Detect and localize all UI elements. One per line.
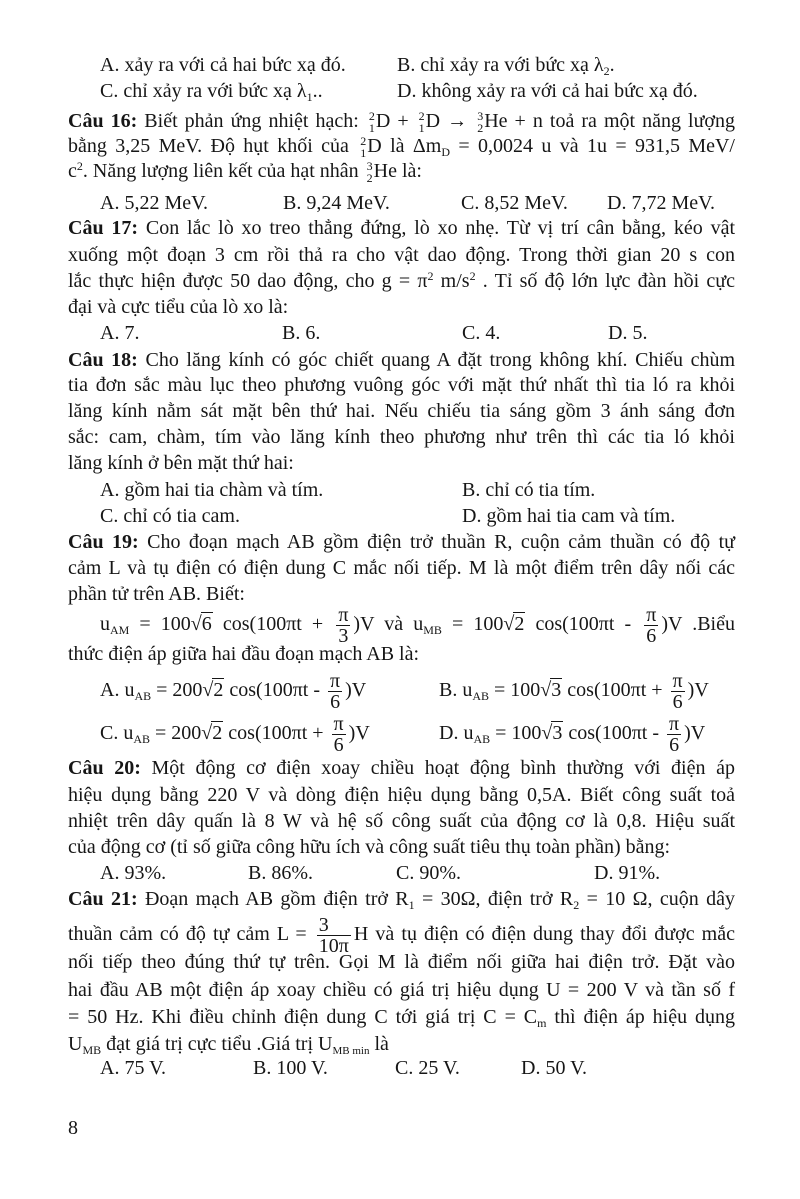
- q17-option-b: B. 6.: [282, 322, 321, 344]
- mass-number: 2: [368, 109, 375, 123]
- q18-option-a: A. gồm hai tia chàm và tím.: [100, 479, 324, 501]
- text: thì điện áp hiệu dụng: [546, 1006, 735, 1028]
- question-label: Câu 16:: [68, 110, 138, 132]
- text: u: [100, 613, 110, 635]
- subscript: AB: [133, 732, 151, 746]
- q21-line-4: hai đầu AB một điện áp xoay chiều có giá trị hiệu dụng U = 200 V và tần số f: [68, 979, 735, 1001]
- subscript: AM: [110, 623, 130, 637]
- subscript: MB: [423, 623, 442, 637]
- fraction: [328, 671, 342, 712]
- question-label: Câu 17:: [68, 217, 139, 239]
- q21-option-c: C. 25 V.: [395, 1057, 460, 1079]
- nuclide-numbers: [476, 109, 484, 135]
- nuclide-symbol: D: [375, 110, 391, 132]
- numerator: π: [330, 669, 341, 692]
- nuclide-symbol: D: [367, 135, 382, 157]
- text: D. u: [439, 722, 474, 744]
- nuclide-numbers: [366, 159, 374, 185]
- denominator: 10π: [318, 934, 349, 957]
- q20-option-c: C. 90%.: [396, 862, 461, 884]
- radicand: 3: [551, 679, 562, 701]
- q16-line-3: [68, 158, 735, 184]
- option-text: C. chỉ xảy ra với bức xạ λ: [100, 80, 307, 102]
- text: = 200√: [151, 679, 214, 701]
- q16-line-2: [68, 133, 735, 159]
- numerator: π: [338, 603, 349, 626]
- q21-line-5: [68, 1004, 735, 1030]
- numerator: π: [672, 669, 683, 692]
- text: Cho đoạn mạch AB gồm điện trở thuần R, cuộn cảm thuần có độ tự: [138, 531, 735, 553]
- denominator: 6: [333, 733, 344, 756]
- q16-option-b: B. 9,24 MeV.: [283, 192, 390, 214]
- q21-line-2: [68, 913, 735, 957]
- q16-option-d: D. 7,72 MeV.: [607, 192, 715, 214]
- text: là: [369, 1033, 389, 1055]
- q19-option-a: [100, 669, 367, 713]
- text: . Năng lượng liên kết của hạt nhân: [82, 160, 364, 182]
- q16-line-1: [68, 108, 735, 134]
- text: = 30Ω, điện trở R: [414, 888, 574, 910]
- subscript: 2: [603, 64, 610, 78]
- text: cos(100πt +: [212, 613, 334, 635]
- nuclide-numbers: [418, 109, 426, 135]
- text: Cho lăng kính có góc chiết quang A đặt trong không khí. Chiếu chùm: [137, 349, 736, 371]
- q21-option-a: A. 75 V.: [100, 1057, 166, 1079]
- q19-option-b: [439, 669, 709, 713]
- q19-option-c: [100, 712, 370, 756]
- text: Đoạn mạch AB gồm điện trở R: [137, 888, 409, 910]
- text: c: [68, 160, 77, 182]
- q18-option-d: D. gồm hai tia cam và tím.: [462, 505, 676, 527]
- nuclide-numbers: [368, 109, 376, 135]
- q21-option-b: B. 100 V.: [253, 1057, 328, 1079]
- text: = 100√: [441, 613, 515, 635]
- text: = 100√: [129, 613, 202, 635]
- q19-line-5: thức điện áp giữa hai đầu đoạn mạch AB là:: [68, 643, 420, 665]
- q15-option-c: [100, 78, 323, 104]
- numerator: 3: [317, 915, 351, 936]
- text: = 0,0024 u và 1u = 931,5 MeV/: [449, 135, 735, 157]
- text: Biết phản ứng nhiệt hạch:: [137, 110, 366, 132]
- text: = 100√: [490, 722, 553, 744]
- q17-line-4: đại và cực tiểu của lò xo là:: [68, 296, 289, 318]
- q17-option-c: C. 4.: [462, 322, 501, 344]
- q18-option-b: B. chỉ có tia tím.: [462, 479, 596, 501]
- q18-line-5: lăng kính ở bên mặt thứ hai:: [68, 452, 294, 474]
- q19-line-1: [68, 529, 735, 555]
- q18-line-2: tia đơn sắc màu lục theo phương vuông góc với mặt thứ nhất thì tia ló ra khỏi: [68, 374, 735, 396]
- text: cos(100πt -: [525, 613, 642, 635]
- q19-line-2: cảm L và tụ điện có điện dung C mắc nối tiếp. M là một điểm trên dây nối các: [68, 557, 735, 579]
- text: cos(100πt -: [563, 722, 665, 744]
- subscript: AB: [473, 732, 491, 746]
- radicand: 6: [201, 613, 212, 635]
- text: A. u: [100, 679, 135, 701]
- q18-line-3: lăng kính nằm sát mặt bên thứ hai. Nếu chiếu tia sáng gồm 3 ánh sáng đơn: [68, 400, 735, 422]
- mass-number: 2: [360, 134, 367, 148]
- fraction: [644, 605, 658, 646]
- fraction: [667, 714, 681, 755]
- text: là Δm: [381, 135, 442, 157]
- text: C. u: [100, 722, 134, 744]
- q17-option-d: D. 5.: [608, 322, 648, 344]
- nuclide-symbol: He: [484, 110, 508, 132]
- q16-option-a: A. 5,22 MeV.: [100, 192, 208, 214]
- text: cos(100πt +: [223, 722, 329, 744]
- text: thuần cảm có độ tự cảm L =: [68, 923, 314, 945]
- fraction: [336, 605, 350, 646]
- radicand: 2: [514, 613, 525, 635]
- mass-number: 3: [477, 109, 484, 123]
- numerator: π: [333, 712, 344, 735]
- q21-line-1: [68, 886, 735, 912]
- superscript: 2: [469, 269, 476, 283]
- denominator: 6: [330, 690, 341, 713]
- text: + n toả ra một năng lượng: [507, 110, 735, 132]
- subscript: 1: [408, 898, 415, 912]
- option-text-end: ..: [312, 80, 323, 102]
- nuclide-numbers: [359, 134, 367, 160]
- denominator: 6: [669, 733, 680, 756]
- atomic-number: 1: [418, 121, 425, 135]
- text: đạt giá trị cực tiểu .Giá trị U: [101, 1033, 333, 1055]
- denominator: 3: [338, 624, 349, 647]
- q19-option-d: [439, 712, 706, 756]
- text: = 50 Hz. Khi điều chỉnh điện dung C tới giá trị C = C: [68, 1006, 538, 1028]
- atomic-number: 1: [368, 121, 375, 135]
- text: )V .Biểu: [661, 613, 735, 635]
- numerator: π: [669, 712, 680, 735]
- mass-number: 2: [418, 109, 425, 123]
- subscript: m: [537, 1016, 547, 1030]
- denominator: 6: [672, 690, 683, 713]
- text: = 10 Ω, cuộn dây: [579, 888, 735, 910]
- text: m/s: [433, 270, 470, 292]
- option-text: B. chỉ xảy ra với bức xạ λ: [397, 54, 604, 76]
- text: U: [68, 1033, 83, 1055]
- superscript: 2: [427, 269, 434, 283]
- text: Một động cơ điện xoay chiều hoạt động bình thường với điện áp: [140, 757, 735, 779]
- question-label: Câu 20:: [68, 757, 141, 779]
- fraction: [671, 671, 685, 712]
- q18-line-4: sắc: cam, chàm, tím vào lăng kính theo phương như trên thì các tia ló khỏi: [68, 426, 735, 448]
- q17-line-1: [68, 215, 735, 241]
- text: cos(100πt -: [224, 679, 326, 701]
- subscript: D: [441, 145, 450, 159]
- question-label: Câu 18:: [68, 349, 138, 371]
- q17-line-2: xuống một đoạn 3 cm rồi thả ra cho vật dao động. Trong thời gian 20 s con: [68, 244, 735, 266]
- text: )V: [348, 722, 370, 744]
- text: )V: [687, 679, 709, 701]
- q19-formula-line: [100, 603, 735, 647]
- q20-option-d: D. 91%.: [594, 862, 661, 884]
- question-label: Câu 21:: [68, 888, 138, 910]
- subscript: 1: [306, 90, 313, 104]
- question-label: Câu 19:: [68, 531, 139, 553]
- nuclide-symbol: He: [373, 160, 397, 182]
- denominator: 6: [646, 624, 657, 647]
- subscript: AB: [134, 689, 152, 703]
- atomic-number: 2: [366, 171, 373, 185]
- q19-line-3: phần tử trên AB. Biết:: [68, 583, 245, 605]
- text: lắc thực hiện được 50 dao động, cho g = π: [68, 270, 428, 292]
- option-text-end: .: [609, 54, 615, 76]
- text: )V: [684, 722, 706, 744]
- q20-option-a: A. 93%.: [100, 862, 167, 884]
- subscript: 2: [573, 898, 580, 912]
- q20-line-3: nhiệt trên dây quấn là 8 W và hệ số công suất của động cơ là 0,8. Hiệu suất: [68, 810, 735, 832]
- subscript: MB: [82, 1043, 102, 1057]
- q15-option-b: [397, 52, 615, 78]
- radicand: 2: [212, 722, 223, 744]
- q18-line-1: [68, 347, 735, 373]
- q20-line-4: của động cơ (tỉ số giữa công hữu ích và công suất tiêu thụ toàn phần) bằng:: [68, 836, 671, 858]
- subscript: AB: [472, 689, 490, 703]
- text: B. u: [439, 679, 473, 701]
- text: )V: [345, 679, 367, 701]
- q21-line-6: [68, 1031, 735, 1057]
- q20-line-2: hiệu dụng bằng 220 V và dòng điện hiệu dụng bằng 0,5A. Biết công suất toả: [68, 784, 735, 806]
- q15-option-d: D. không xảy ra với cả hai bức xạ đó.: [397, 80, 698, 102]
- atomic-number: 1: [360, 146, 367, 160]
- numerator: π: [646, 603, 657, 626]
- radicand: 2: [213, 679, 224, 701]
- nuclide-symbol: D: [425, 110, 441, 132]
- q17-line-3: [68, 268, 735, 294]
- arrow-icon: →: [440, 110, 475, 132]
- q21-option-d: D. 50 V.: [521, 1057, 587, 1079]
- text: = 100√: [489, 679, 552, 701]
- text: = 200√: [150, 722, 213, 744]
- q18-option-c: C. chỉ có tia cam.: [100, 505, 240, 527]
- q16-option-c: C. 8,52 MeV.: [461, 192, 568, 214]
- q20-line-1: [68, 755, 735, 781]
- subscript: MB min: [332, 1045, 370, 1057]
- mass-number: 3: [366, 159, 373, 173]
- text: cos(100πt +: [562, 679, 668, 701]
- page-number: 8: [68, 1117, 78, 1139]
- text: bằng 3,25 MeV. Độ hụt khối của: [68, 135, 358, 157]
- q17-option-a: A. 7.: [100, 322, 140, 344]
- text: )V và u: [353, 613, 424, 635]
- atomic-number: 2: [477, 121, 484, 135]
- text: là:: [397, 160, 422, 182]
- text: H và tụ điện có điện dung thay đổi được mắc: [353, 923, 735, 945]
- q21-line-3: nối tiếp theo đúng thứ tự trên. Gọi M là điểm nối giữa hai điện trở. Đặt vào: [68, 951, 735, 973]
- text: Con lắc lò xo treo thẳng đứng, lò xo nhẹ. Từ vị trí cân bằng, kéo vật: [138, 217, 735, 239]
- radicand: 3: [552, 722, 563, 744]
- text: . Tỉ số độ lớn lực đàn hồi cực: [475, 270, 735, 292]
- q15-option-a: A. xảy ra với cả hai bức xạ đó.: [100, 54, 346, 76]
- fraction: [332, 714, 346, 755]
- superscript: 2: [76, 159, 83, 173]
- text: +: [390, 110, 416, 132]
- q20-option-b: B. 86%.: [248, 862, 313, 884]
